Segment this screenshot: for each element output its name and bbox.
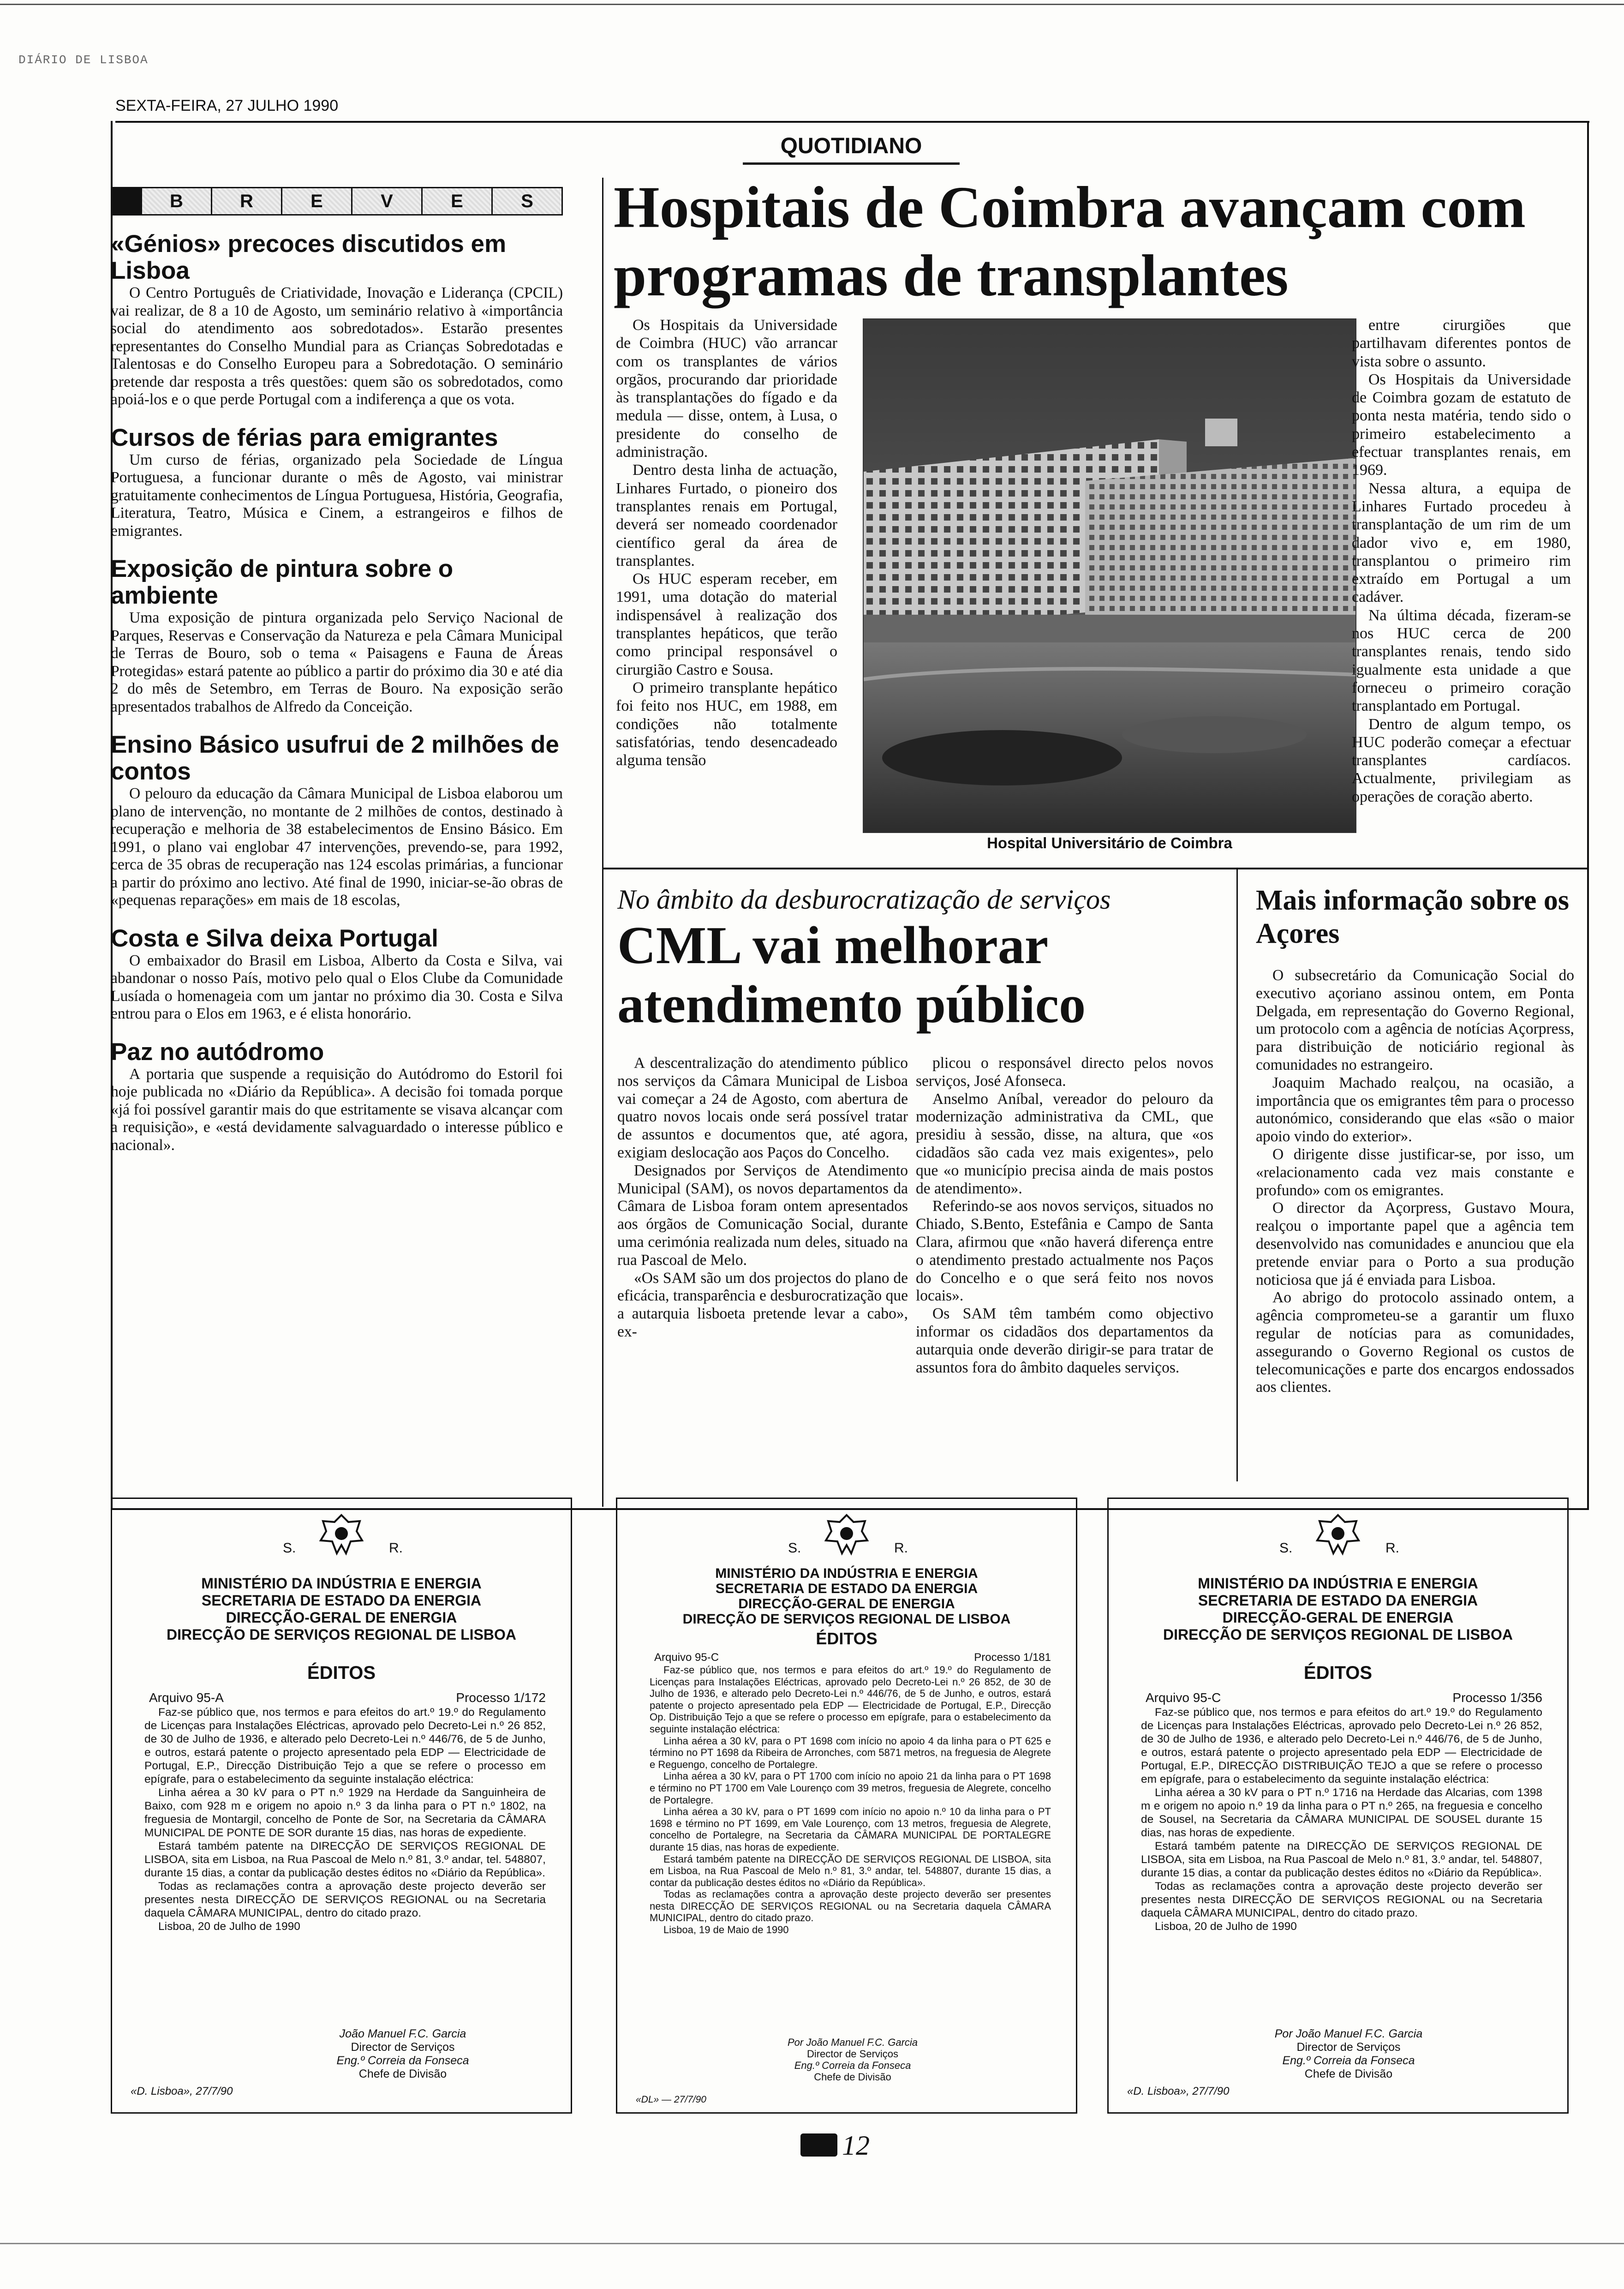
notice-arquivo: Arquivo 95-C <box>1146 1690 1221 1705</box>
paragraph: Na última década, fizeram-se nos HUC cerca de 200 transplantes renais, tendo sido igualmente esta unidade a que forneceu o primeiro coração transplantado em Portugal. <box>1352 606 1571 715</box>
main-story-col3 <box>1352 316 1571 806</box>
paragraph: Ao abrigo do protocolo assinado ontem, a agência comprometeu-se a garantir um fluxo regular de notícias para as comunidades, assegurando o Governo Regional os custos de telecomunicações e parte dos encargos endossados aos clientes. <box>1256 1289 1574 1396</box>
page-number: 12 <box>842 2130 870 2161</box>
cml-col2 <box>916 1055 1213 1377</box>
notice-r-mark: R. <box>894 1540 908 1556</box>
notice-body <box>144 1706 546 1933</box>
legal-notice-1 <box>111 1498 572 2114</box>
breves-letter: S <box>491 188 561 214</box>
notice-heading-line: MINISTÉRIO DA INDÚSTRIA E ENERGIA <box>715 1566 978 1581</box>
main-story-col1 <box>616 316 837 769</box>
page-right-rule <box>1587 121 1589 1510</box>
notice-signature <box>760 2037 945 2083</box>
brief-heading: Paz no autódromo <box>111 1038 324 1066</box>
coat-of-arms-icon <box>316 1513 367 1557</box>
notice-heading-line: DIRECÇÃO-GERAL DE ENERGIA <box>1222 1609 1454 1626</box>
notice-reference-row <box>1146 1690 1542 1705</box>
signatory-role: Director de Serviços <box>1296 2041 1401 2054</box>
paragraph: A descentralização do atendimento público nos serviços da Câmara Municipal de Lisboa vai começar a 24 de Agosto, com abertura de quatro novos locais onde será possível tratar de assuntos e documentos que, até agora, exigiam deslocação aos Paços do Concelho. <box>617 1055 908 1161</box>
notice-signature <box>334 2027 472 2081</box>
paragraph: O primeiro transplante hepático foi feito nos HUC, em 1988, em condições não totalmente satisfatórias, tendo desencadeado alguma tensão <box>616 679 837 769</box>
notice-paragraph: Linha aérea a 30 kV para o PT n.º 1929 na Herdade da Sanguinheira de Baixo, com 928 m e origem no apoio n.º 3 da linha para o PT n.º 1802, na freguesia de Montargil, concelho de Ponte de Sor, na Secretaria da CÂMARA MUNICIPAL DE PONTE DE SOR durante 15 dias, nas horas de expediente. <box>144 1786 546 1839</box>
notice-place-date: Lisboa, 20 de Julho de 1990 <box>1155 1920 1297 1933</box>
signatory: Eng.º Correia da Fonseca <box>1282 2054 1415 2067</box>
paragraph: Dentro desta linha de actuação, Linhares Furtado, o pioneiro dos transplantes renais em Portugal, deverá ser nomeado coordenador científico geral da área de transplantes. <box>616 461 837 569</box>
notice-heading-line: MINISTÉRIO DA INDÚSTRIA E ENERGIA <box>1198 1575 1478 1592</box>
brief-text: O Centro Português de Criatividade, Inovação e Liderança (CPCIL) vai realizar, de 8 a 10 de Agosto, um seminário relativo à «importância social do atendimento aos sobredotados». Estarão presentes representantes do Conselho Mundial para as Crianças Sobredotadas e Talentosas e do Conselho Europeu para a Sobredotação. O seminário pretende dar resposta a três questões: quem são os sobredotados, como apoiá-los e o que perde Portugal com a indiferença a que os vota. <box>111 284 563 408</box>
paragraph: plicou o responsável directo pelos novos serviços, José Afonseca. <box>916 1055 1213 1090</box>
notice-paragraph: Todas as reclamações contra a aprovação deste projecto deverão ser presentes nesta DIRECÇÃO DE SERVIÇOS REGIONAL ou na Secretaria daquela CÂMARA MUNICIPAL, dentro do citado prazo. <box>650 1888 1051 1924</box>
notice-publication-ref: «DL» — 27/7/90 <box>636 2094 706 2105</box>
paragraph: O subsecretário da Comunicação Social do executivo açoriano assinou ontem, em Ponta Delgada, em representação do Governo Regional, um protocolo com a agência de notícias Açorpress, para distribuição de noticiário regional às comunidades no estrangeiro. <box>1256 967 1574 1073</box>
notice-paragraph: Estará também patente na DIRECÇÃO DE SERVIÇOS REGIONAL DE LISBOA, sita em Lisboa, na Rua Pascoal de Melo n.º 81, 3.º andar, tel. 548807, durante 15 dias, a contar da publicação destes éditos no «Diário da República». <box>1141 1840 1542 1879</box>
notice-heading-line: SECRETARIA DE ESTADO DA ENERGIA <box>1198 1592 1478 1609</box>
breves-square <box>112 188 141 214</box>
cml-headline: CML vai melhorar atendimento público <box>617 916 1086 1034</box>
scan-edge-bottom <box>0 2243 1624 2244</box>
azores-headline: Mais informação sobre os Açores <box>1256 885 1570 949</box>
cml-kicker: No âmbito da desburocratização de serviços <box>617 884 1111 915</box>
brief-text: A portaria que suspende a requisição do Autódromo do Estoril foi hoje publicada no «Diário da República». A decisão foi tomada porque «já foi possível garantir mais do que estritamente se visava alcançar com a requisição», e «está devidamente salvaguardado o interesse público e nacional». <box>111 1065 563 1154</box>
coat-of-arms-icon <box>821 1513 872 1557</box>
notice-reference-row <box>149 1690 546 1705</box>
notice-place-date: Lisboa, 20 de Julho de 1990 <box>158 1920 300 1933</box>
paragraph: Joaquim Machado realçou, na ocasião, a importância que os emigrantes têm para o processo autonómico, considerando que elas «são o maior apoio vindo do exterior». <box>1256 1074 1574 1145</box>
main-headline: Hospitais de Coimbra avançam com programas de transplantes <box>614 174 1526 308</box>
signatory: Eng.º Correia da Fonseca <box>794 2060 911 2071</box>
signatory-role: Director de Serviços <box>806 2048 899 2060</box>
brief-heading: Ensino Básico usufrui de 2 milhões de contos <box>111 731 559 785</box>
paragraph: Referindo-se aos novos serviços, situados no Chiado, S.Bento, Estefânia e Campo de Santa Clara, afirmou que «não haverá diferença entre o atendimento prestado actualmente nos Paços do Concelho e o que será feito nos novos locais». <box>916 1198 1213 1305</box>
notice-r-mark: R. <box>389 1540 403 1556</box>
paragraph: Anselmo Aníbal, vereador do pelouro da modernização administrativa da CML, que presidiu à sessão, disse, na altura, que «os cidadãos são cada vez mais exigentes», pelo que «o município precisa ainda de mais postos de atendimento». <box>916 1090 1213 1197</box>
hospital-photo <box>863 318 1356 833</box>
notice-heading-line: MINISTÉRIO DA INDÚSTRIA E ENERGIA <box>201 1575 482 1592</box>
section-label: QUOTIDIANO <box>780 134 922 158</box>
photo-caption: Hospital Universitário de Coimbra <box>987 834 1232 851</box>
paragraph: Nessa altura, a equipa de Linhares Furtado procedeu à transplantação de um rim de um dador vivo e, em 1980, transplantou o primeiro rim extraído em Portugal a um cadáver. <box>1352 479 1571 606</box>
notice-editos-title: ÉDITOS <box>1303 1663 1373 1683</box>
breves-letter: R <box>211 188 281 214</box>
notice-arquivo: Arquivo 95-A <box>149 1690 224 1705</box>
briefs-right-rule <box>602 178 603 1507</box>
notice-paragraph: Faz-se público que, nos termos e para efeitos do art.º 19.º do Regulamento de Licenças para Instalações Eléctricas, aprovado pelo Decreto-Lei n.º 26 852, de 30 de Julho de 1936, e alterado pelo Decreto-Lei n.º 446/76, de 5 de Junho, e outros, estará patente o projecto apresentado pela EDP — Electricidade de Portugal, E.P., Direcção Op. Distribuição Tejo a que se refere o processo em epígrafe, para o estabelecimento da seguinte instalação eléctrica: <box>650 1664 1051 1735</box>
signatory-role: Director de Serviços <box>351 2041 455 2054</box>
main-story-bottom-rule <box>602 868 1587 869</box>
notice-heading-line: DIRECÇÃO DE SERVIÇOS REGIONAL DE LISBOA <box>1163 1626 1513 1643</box>
publication-logo-icon <box>800 2133 837 2157</box>
brief-heading: Exposição de pintura sobre o ambiente <box>111 555 454 609</box>
brief-heading: Cursos de férias para emigrantes <box>111 424 498 451</box>
notice-reference-row <box>654 1651 1051 1664</box>
brief-text: O embaixador do Brasil em Lisboa, Alberto da Costa e Silva, vai abandonar o nosso País, motivo pelo qual o Elos Clube da Comunidade Lusíada o homenageia com um jantar no próximo dia 30. Costa e Silva entrou para o Elos em 1963, e é elista honorário. <box>111 952 563 1022</box>
notice-signature <box>1256 2027 1441 2081</box>
notice-editos-title: ÉDITOS <box>307 1663 376 1683</box>
notice-heading-line: DIRECÇÃO DE SERVIÇOS REGIONAL DE LISBOA <box>682 1612 1011 1627</box>
notice-publication-ref: «D. Lisboa», 27/7/90 <box>1127 2085 1230 2097</box>
notice-body <box>650 1664 1051 1936</box>
notice-heading-line: DIRECÇÃO DE SERVIÇOS REGIONAL DE LISBOA <box>166 1626 517 1643</box>
brief-heading: Costa e Silva deixa Portugal <box>111 924 438 952</box>
signatory: Eng.º Correia da Fonseca <box>336 2054 469 2067</box>
paragraph: Os Hospitais da Universidade de Coimbra (HUC) vão arrancar com os transplantes de vários orgãos, procurando dar prioridade às transplantações do fígado e da medula — disse, ontem, à Lusa, o presidente do conselho de administração. <box>616 317 837 461</box>
paragraph: Os Hospitais da Universidade de Coimbra gozam de estatuto de ponta nesta matéria, tendo sido o primeiro estabelecimento a efectuar transplantes renais, em 1969. <box>1352 371 1571 479</box>
paragraph: Designados por Serviços de Atendimento Municipal (SAM), os novos departamentos da Câmara de Lisboa foram ontem apresentados aos órgãos de Comunicação Social, durante uma cerimónia realizada num deles, situado na rua Pascoal de Melo. <box>617 1162 908 1269</box>
notice-heading-line: SECRETARIA DE ESTADO DA ENERGIA <box>715 1581 978 1596</box>
signatory-role: Chefe de Divisão <box>358 2067 447 2080</box>
notice-paragraph: Linha aérea a 30 kV, para o PT 1699 com início no apoio n.º 10 da linha para o PT 1698 e término no PT 1699, em Vale Lourenço, com 13 metros, freguesia de Alegrete, concelho de Portalegre, na Secretaria da CÂMARA MUNICIPAL DE PORTALEGRE durante 15 dias, nas horas de expediente. <box>650 1806 1051 1853</box>
briefs-list <box>111 231 563 1154</box>
legal-notice-2 <box>616 1498 1077 2114</box>
notice-paragraph: Estará também patente na DIRECÇÃO DE SERVIÇOS REGIONAL DE LISBOA, sita em Lisboa, na Rua Pascoal de Melo n.º 81, 3.º andar, tel. 548807, durante 15 dias, a contar da publicação destes éditos no «Diário da República». <box>144 1840 546 1879</box>
masthead-fragment: DIÁRIO DE LISBOA <box>18 53 149 67</box>
notice-paragraph: Todas as reclamações contra a aprovação deste projecto deverão ser presentes nesta DIRECÇÃO DE SERVIÇOS REGIONAL ou na Secretaria daquela CÂMARA MUNICIPAL, dentro do citado prazo. <box>144 1880 546 1919</box>
page-date: SEXTA-FEIRA, 27 JULHO 1990 <box>115 97 339 114</box>
breves-letter: V <box>351 188 421 214</box>
notice-body <box>1141 1706 1542 1933</box>
coat-of-arms-icon <box>1313 1513 1363 1557</box>
notice-publication-ref: «D. Lisboa», 27/7/90 <box>131 2085 233 2097</box>
azores-body <box>1256 967 1574 1396</box>
notice-processo: Processo 1/356 <box>1452 1690 1542 1705</box>
notice-processo: Processo 1/172 <box>456 1690 546 1705</box>
breves-letter: E <box>421 188 491 214</box>
paragraph: Os HUC esperam receber, em 1991, uma dotação do material indispensável à realização dos transplantes hepáticos, que terão como principal responsável o cirurgião Castro e Sousa. <box>616 570 837 678</box>
notice-processo: Processo 1/181 <box>974 1651 1051 1664</box>
signatory: João Manuel F.C. Garcia <box>339 2027 466 2040</box>
brief-text: Uma exposição de pintura organizada pelo Serviço Nacional de Parques, Reservas e Conservação da Natureza e pela Câmara Municipal de Terras de Bouro, sob o tema « Paisagens e Fauna de Áreas Protegidas» estará patente ao público a partir do próximo dia 30 e até dia 2 do mês de Setembro, em Terras de Bouro. Na exposição serão apresentados trabalhos de Alfredo da Conceição. <box>111 609 563 715</box>
notice-paragraph: Todas as reclamações contra a aprovação deste projecto deverão ser presentes nesta DIRECÇÃO DE SERVIÇOS REGIONAL ou na Secretaria daquela CÂMARA MUNICIPAL, dentro do citado prazo. <box>1141 1880 1542 1919</box>
notice-s-mark: S. <box>788 1540 801 1556</box>
brief-text: Um curso de férias, organizado pela Sociedade de Língua Portuguesa, a funcionar durante o mês de Agosto, vai ministrar gratuitamente conhecimentos de Língua Portuguesa, História, Geografia, Literatura, Teatro, Música e Cinem, a estrangeiros e filhos de emigrantes. <box>111 451 563 539</box>
brief-text: O pelouro da educação da Câmara Municipal de Lisboa elaborou um plano de intervenção, no montante de 2 milhões de contos, destinado à recuperação e melhoria de 38 estabelecimentos de Ensino Básico. Em 1991, o plano vai englobar 47 intervenções, prevendo-se, para 1992, cerca de 35 obras de recuperação nas 124 escolas primárias, a funcionar a partir do próximo ano lectivo. Até final de 1990, iniciar-se-ão obras de «pequenas reparações» em mais de 18 escolas, <box>111 785 563 909</box>
paragraph: O dirigente disse justificar-se, por isso, um «relacionamento cada vez mais constante e profundo» com os emigrantes. <box>1256 1145 1574 1199</box>
paragraph: Dentro de algum tempo, os HUC poderão começar a efectuar transplantes cardíacos. Actualmente, privilegiam as operações de coração aberto. <box>1352 715 1571 805</box>
breves-letter: B <box>141 188 211 214</box>
notice-paragraph: Faz-se público que, nos termos e para efeitos do art.º 19.º do Regulamento de Licenças para Instalações Eléctricas, aprovado pelo Decreto-Lei n.º 26 852, de 30 de Julho de 1936, e alterado pelo Decreto-Lei n.º 446/76, de 5 de Junho, e outros, estará patente o projecto apresentado pela EDP — Electricidade de Portugal, E.P., DIRECÇÃO DISTRIBUIÇÃO TEJO a que se refere o processo em epígrafe, para o estabelecimento da seguinte instalação eléctrica: <box>1141 1706 1542 1786</box>
notice-place-date: Lisboa, 19 de Maio de 1990 <box>663 1924 789 1936</box>
notice-arquivo: Arquivo 95-C <box>654 1651 719 1664</box>
signatory-role: Chefe de Divisão <box>1304 2067 1393 2080</box>
cml-col1 <box>617 1055 908 1341</box>
notice-heading-line: DIRECÇÃO-GERAL DE ENERGIA <box>738 1596 955 1612</box>
notice-r-mark: R. <box>1385 1540 1399 1556</box>
brief-heading: «Génios» precoces discutidos em Lisboa <box>111 230 507 284</box>
scan-edge-top <box>0 4 1624 5</box>
notice-paragraph: Estará também patente na DIRECÇÃO DE SERVIÇOS REGIONAL DE LISBOA, sita em Lisboa, na Rua Pascoal de Melo n.º 81, 3.º andar, tel. 548807, durante 15 dias, a contar da publicação destes éditos no «Diário da República». <box>650 1853 1051 1888</box>
legal-notice-3 <box>1107 1498 1569 2114</box>
signatory: Por João Manuel F.C. Garcia <box>1274 2027 1423 2040</box>
signatory-role: Chefe de Divisão <box>814 2071 891 2083</box>
paragraph: «Os SAM são um dos projectos do plano de eficácia, transparência e desburocratização que a autarquia lisboeta pretende levar a cabo», ex- <box>617 1269 908 1340</box>
paragraph: O director da Açorpress, Gustavo Moura, realçou o importante papel que a agência tem desenvolvido nas comunidades e anunciou que ela pretende enviar para o Porto a sua produção noticiosa que já é enviada para Lisboa. <box>1256 1199 1574 1288</box>
section-underline <box>743 162 960 165</box>
notice-s-mark: S. <box>283 1540 296 1556</box>
azores-left-rule <box>1236 868 1238 1481</box>
notice-heading-line: DIRECÇÃO-GERAL DE ENERGIA <box>226 1609 457 1626</box>
hospital-photo-image <box>864 319 1356 833</box>
header-rule <box>115 121 1589 123</box>
notice-paragraph: Linha aérea a 30 kV, para o PT 1700 com início no apoio 21 da linha para o PT 1698 e término no PT 1700 em Vale Lourenço com 39 metros, freguesia de Alegrete, concelho de Portalegre. <box>650 1770 1051 1806</box>
notice-editos-title: ÉDITOS <box>816 1629 878 1648</box>
paragraph: entre cirurgiões que partilhavam diferentes pontos de vista sobre o assunto. <box>1352 317 1571 370</box>
signatory: Por João Manuel F.C. Garcia <box>787 2037 918 2048</box>
notice-heading-line: SECRETARIA DE ESTADO DA ENERGIA <box>201 1592 482 1609</box>
notice-paragraph: Linha aérea a 30 kV para o PT n.º 1716 na Herdade das Alcarias, com 1398 m e origem no apoio n.º 19 da linha para o PT n.º 265, na freguesia e concelho de Sousel, na Secretaria da CÂMARA MUNICIPAL DE SOUSEL durante 15 dias, nas horas de expediente. <box>1141 1786 1542 1839</box>
breves-bar <box>111 187 563 216</box>
notice-s-mark: S. <box>1279 1540 1293 1556</box>
breves-letter: E <box>281 188 351 214</box>
notice-paragraph: Faz-se público que, nos termos e para efeitos do art.º 19.º do Regulamento de Licenças para Instalações Eléctricas, aprovado pelo Decreto-Lei n.º 26 852, de 30 de Julho de 1936, e alterado pelo Decreto-Lei n.º 446/76, de 5 de Junho, e outros, estará patente o projecto apresentado pela EDP — Electricidade de Portugal, E.P., Direcção Distribuição Tejo a que se refere o processo em epígrafe, para o estabelecimento da seguinte instalação eléctrica: <box>144 1706 546 1786</box>
paragraph: Os SAM têm também como objectivo informar os cidadãos dos departamentos da autarquia onde deverão dirigir-se para tratar de assuntos fora do âmbito daqueles serviços. <box>916 1305 1213 1376</box>
notice-paragraph: Linha aérea a 30 kV, para o PT 1698 com início no apoio 4 da linha para o PT 625 e término no PT 1698 da Ribeira de Arronches, com 5871 metros, na freguesia de Alegrete e Reguengo, concelho de Portalegre. <box>650 1735 1051 1770</box>
